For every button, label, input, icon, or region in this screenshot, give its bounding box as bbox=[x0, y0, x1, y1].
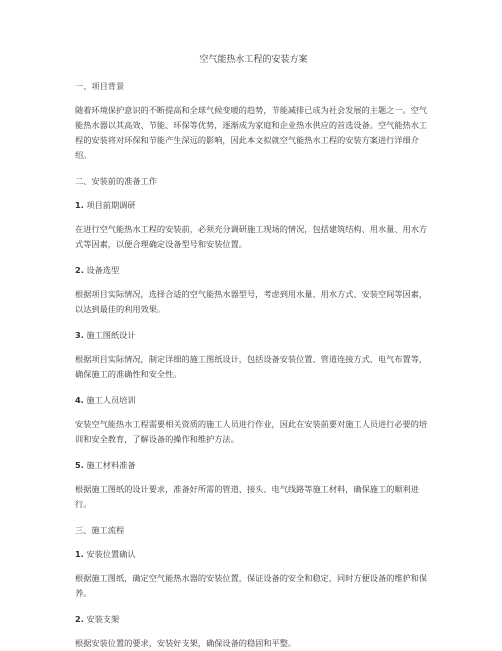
section-heading-background: 一、项目背景 bbox=[75, 81, 125, 91]
item-paragraph: 根据施工图纸的设计要求，准备好所需的管道、接头、电气线路等施工材料，确保施工的顺利进行。 bbox=[75, 484, 419, 509]
item-paragraph: 安装空气能热水工程需要相关资质的施工人员进行作业，因此在安装前要对施工人员进行必要的培训和安全教育，了解设备的操作和维护方法。 bbox=[75, 419, 428, 444]
item-heading: 2. 安装支架 bbox=[75, 614, 120, 624]
item-paragraph: 根据施工图纸，确定空气能热水器的安装位置，保证设备的安全和稳定，同时方便设备的维护和保养。 bbox=[75, 573, 428, 598]
item-paragraph: 根据安装位置的要求，安装好支架，确保设备的稳固和平整。 bbox=[75, 638, 297, 648]
section-heading-process: 三、施工流程 bbox=[75, 525, 125, 535]
item-paragraph: 根据项目实际情况，选择合适的空气能热水器型号，考虑到用水量、用水方式、安装空间等因素，以达到最佳的利用效果。 bbox=[75, 289, 428, 314]
item-heading: 1. 项目前期调研 bbox=[75, 200, 136, 210]
item-heading: 2. 设备选型 bbox=[75, 265, 120, 275]
paragraph-background: 随着环境保护意识的不断提高和全球气候变暖的趋势，节能减排已成为社会发展的主题之一。空气能热水器以其高效、节能、环保等优势，逐渐成为家庭和企业热水供应的首选设备。空气能热水工程的安装将对环保和节能产生深远的影响，因此本文拟就空气能热水工程的安装方案进行详细介绍。 bbox=[75, 105, 428, 160]
item-paragraph: 在进行空气能热水工程的安装前，必须充分调研施工现场的情况，包括建筑结构、用水量、用水方式等因素，以便合理确定设备型号和安装位置。 bbox=[75, 224, 428, 249]
item-heading: 5. 施工材料准备 bbox=[75, 460, 136, 470]
item-heading: 1. 安装位置确认 bbox=[75, 549, 136, 559]
section-heading-preparation: 二、安装前的准备工作 bbox=[75, 176, 157, 186]
item-heading: 3. 施工图纸设计 bbox=[75, 330, 136, 340]
document-title: 空气能热水工程的安装方案 bbox=[199, 55, 308, 65]
item-paragraph: 根据项目实际情况，制定详细的施工图纸设计，包括设备安装位置、管道连接方式、电气布置等，确保施工的准确性和安全性。 bbox=[75, 354, 428, 379]
item-heading: 4. 施工人员培训 bbox=[75, 395, 136, 405]
